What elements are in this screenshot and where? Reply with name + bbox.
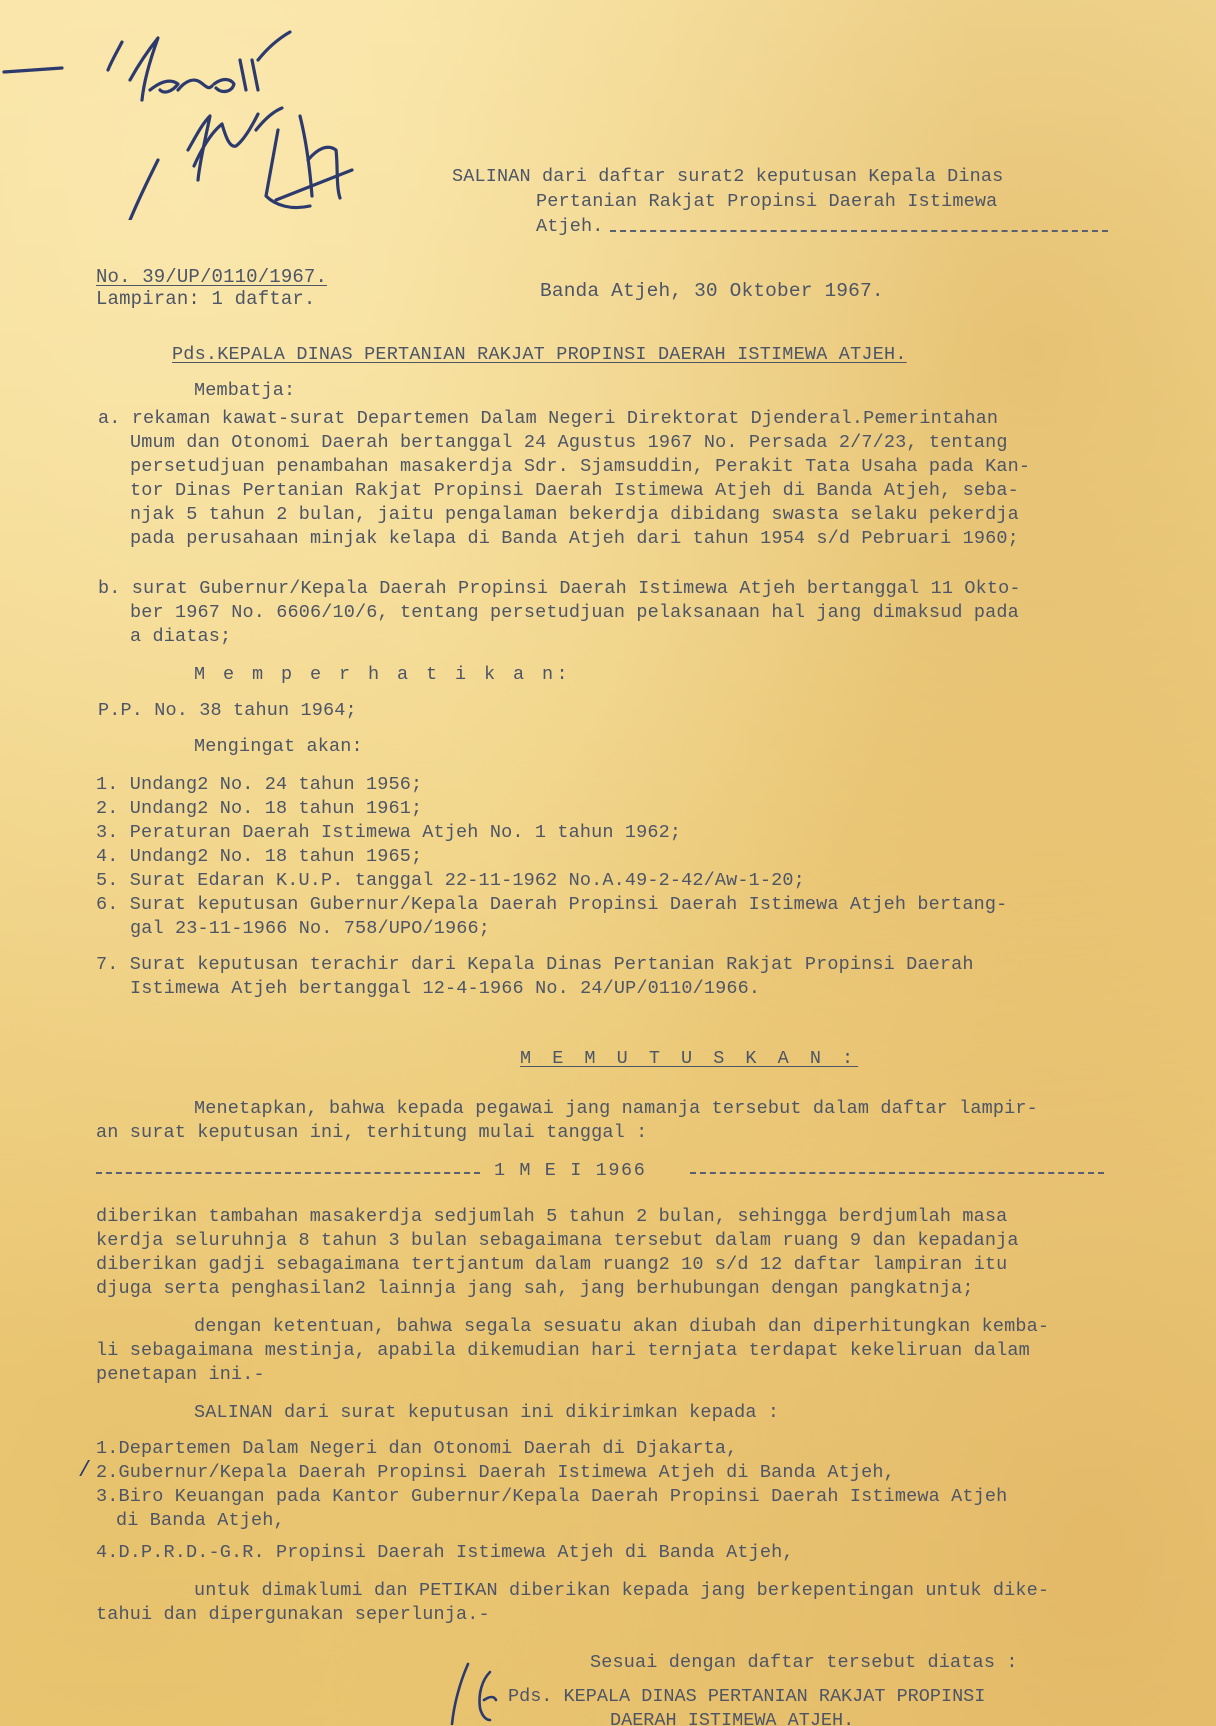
date-rule-right xyxy=(690,1172,1104,1174)
mengingat-item-5: 5. Surat Edaran K.U.P. tanggal 22-11-1962 No.A.49-2-42/Aw-1-20; xyxy=(96,870,805,891)
closing-line-2: tahui dan dipergunakan seperlunja.- xyxy=(96,1604,490,1625)
distribution-item-4: 4.D.P.R.D.-G.R. Propinsi Daerah Istimewa Atjeh di Banda Atjeh, xyxy=(96,1542,794,1563)
membatja-a-line-4: tor Dinas Pertanian Rakjat Propinsi Daerah Istimewa Atjeh di Banda Atjeh, seba- xyxy=(130,480,1019,501)
membatja-b-line-3: a diatas; xyxy=(130,626,232,647)
membatja-a-line-2: Umum dan Otonomi Daerah bertanggal 24 Agustus 1967 No. Persada 2/7/23, tentang xyxy=(130,432,1008,453)
membatja-a-line-1: a. rekaman kawat-surat Departemen Dalam Negeri Direktorat Djenderal.Pemerintahan xyxy=(98,408,999,429)
place-date: Banda Atjeh, 30 Oktober 1967. xyxy=(540,280,884,302)
membatja-label: Membatja: xyxy=(194,380,296,401)
mengingat-item-6-cont: gal 23-11-1966 No. 758/UPO/1966; xyxy=(130,918,491,939)
distribution-item-2: 2.Gubernur/Kepala Daerah Propinsi Daerah Istimewa Atjeh di Banda Atjeh, xyxy=(96,1462,895,1483)
handwritten-tick: / xyxy=(78,1458,92,1483)
memutuskan-para2-line-3: diberikan gadji sebagaimana tertjantum dalam ruang2 10 s/d 12 daftar lampiran itu xyxy=(96,1254,1008,1275)
distribution-item-1: 1.Departemen Dalam Negeri dan Otonomi Daerah di Djakarta, xyxy=(96,1438,738,1459)
closing-line-1: untuk dimaklumi dan PETIKAN diberikan kepada jang berkepentingan untuk dike- xyxy=(194,1580,1050,1601)
memutuskan-para3-line-2: li sebagaimana mestinja, apabila dikemudian hari ternjata terdapat kekeliruan dalam xyxy=(96,1340,1030,1361)
copy-title-line-3: Atjeh. xyxy=(536,216,604,237)
signatory-title-line-1: Pds. KEPALA DINAS PERTANIAN RAKJAT PROPINSI xyxy=(508,1686,986,1707)
memutuskan-para3-line-3: penetapan ini.- xyxy=(96,1364,265,1385)
memutuskan-para2-line-2: kerdja seluruhnja 8 tahun 3 bulan sebagaimana tersebut dalam ruang 9 dan kepadanja xyxy=(96,1230,1019,1251)
distribution-item-3: 3.Biro Keuangan pada Kantor Gubernur/Kepala Daerah Propinsi Daerah Istimewa Atjeh xyxy=(96,1486,1008,1507)
memutuskan-para2-line-1: diberikan tambahan masakerdja sedjumlah 5 tahun 2 bulan, sehingga berdjumlah masa xyxy=(96,1206,1008,1227)
membatja-a-line-3: persetudjuan penambahan masakerdja Sdr. Sjamsuddin, Perakit Tata Usaha pada Kan- xyxy=(130,456,1031,477)
attachment-label: Lampiran: 1 daftar. xyxy=(96,288,316,310)
distribution-label: SALINAN dari surat keputusan ini dikirimkan kepada : xyxy=(194,1402,780,1423)
membatja-a-line-6: pada perusahaan minjak kelapa di Banda Atjeh dari tahun 1954 s/d Pebruari 1960; xyxy=(130,528,1019,549)
handwritten-note xyxy=(0,20,360,220)
membatja-b-line-2: ber 1967 No. 6606/10/6, tentang persetudjuan pelaksanaan hal jang dimaksud pada xyxy=(130,602,1019,623)
memutuskan-para1-line-2: an surat keputusan ini, terhitung mulai tanggal : xyxy=(96,1122,648,1143)
mengingat-item-6: 6. Surat keputusan Gubernur/Kepala Daerah Propinsi Daerah Istimewa Atjeh bertang- xyxy=(96,894,1008,915)
copy-title-line-1: SALINAN dari daftar surat2 keputusan Kepala Dinas xyxy=(452,166,1004,187)
membatja-b-line-1: b. surat Gubernur/Kepala Daerah Propinsi Daerah Istimewa Atjeh bertanggal 11 Okto- xyxy=(98,578,1021,599)
mengingat-item-2: 2. Undang2 No. 18 tahun 1961; xyxy=(96,798,423,819)
authority-heading: Pds.KEPALA DINAS PERTANIAN RAKJAT PROPINSI DAERAH ISTIMEWA ATJEH. xyxy=(172,344,907,365)
mengingat-label: Mengingat akan: xyxy=(194,736,363,757)
date-rule-left xyxy=(96,1172,480,1174)
memutuskan-para3-line-1: dengan ketentuan, bahwa segala sesuatu akan diubah dan diperhitungkan kemba- xyxy=(194,1316,1050,1337)
memutuskan-para2-line-4: djuga serta penghasilan2 lainnja jang sah, jang berhubungan dengan pangkatnja; xyxy=(96,1278,974,1299)
mengingat-item-1: 1. Undang2 No. 24 tahun 1956; xyxy=(96,774,423,795)
memutuskan-heading: M E M U T U S K A N : xyxy=(520,1048,859,1069)
mengingat-item-7-cont: Istimewa Atjeh bertanggal 12-4-1966 No. 24/UP/0110/1966. xyxy=(130,978,761,999)
conformity-line: Sesuai dengan daftar tersebut diatas : xyxy=(590,1652,1018,1673)
effective-date: 1 M E I 1966 xyxy=(494,1160,647,1181)
memperhatikan-item: P.P. No. 38 tahun 1964; xyxy=(98,700,357,721)
signatory-title-line-2: DAERAH ISTIMEWA ATJEH. xyxy=(610,1710,855,1726)
distribution-item-3-cont: di Banda Atjeh, xyxy=(116,1510,285,1531)
memperhatikan-label: M e m p e r h a t i k a n: xyxy=(194,664,572,685)
membatja-a-line-5: njak 5 tahun 2 bulan, jaitu pengalaman bekerdja dibidang swasta selaku pekerdja xyxy=(130,504,1019,525)
title-rule xyxy=(610,230,1108,232)
mengingat-item-7: 7. Surat keputusan terachir dari Kepala Dinas Pertanian Rakjat Propinsi Daerah xyxy=(96,954,974,975)
mengingat-item-4: 4. Undang2 No. 18 tahun 1965; xyxy=(96,846,423,867)
document-number: No. 39/UP/0110/1967. xyxy=(96,266,328,288)
memutuskan-para1-line-1: Menetapkan, bahwa kepada pegawai jang namanja tersebut dalam daftar lampir- xyxy=(194,1098,1038,1119)
copy-title-line-2: Pertanian Rakjat Propinsi Daerah Istimewa xyxy=(536,191,998,212)
mengingat-item-3: 3. Peraturan Daerah Istimewa Atjeh No. 1 tahun 1962; xyxy=(96,822,682,843)
